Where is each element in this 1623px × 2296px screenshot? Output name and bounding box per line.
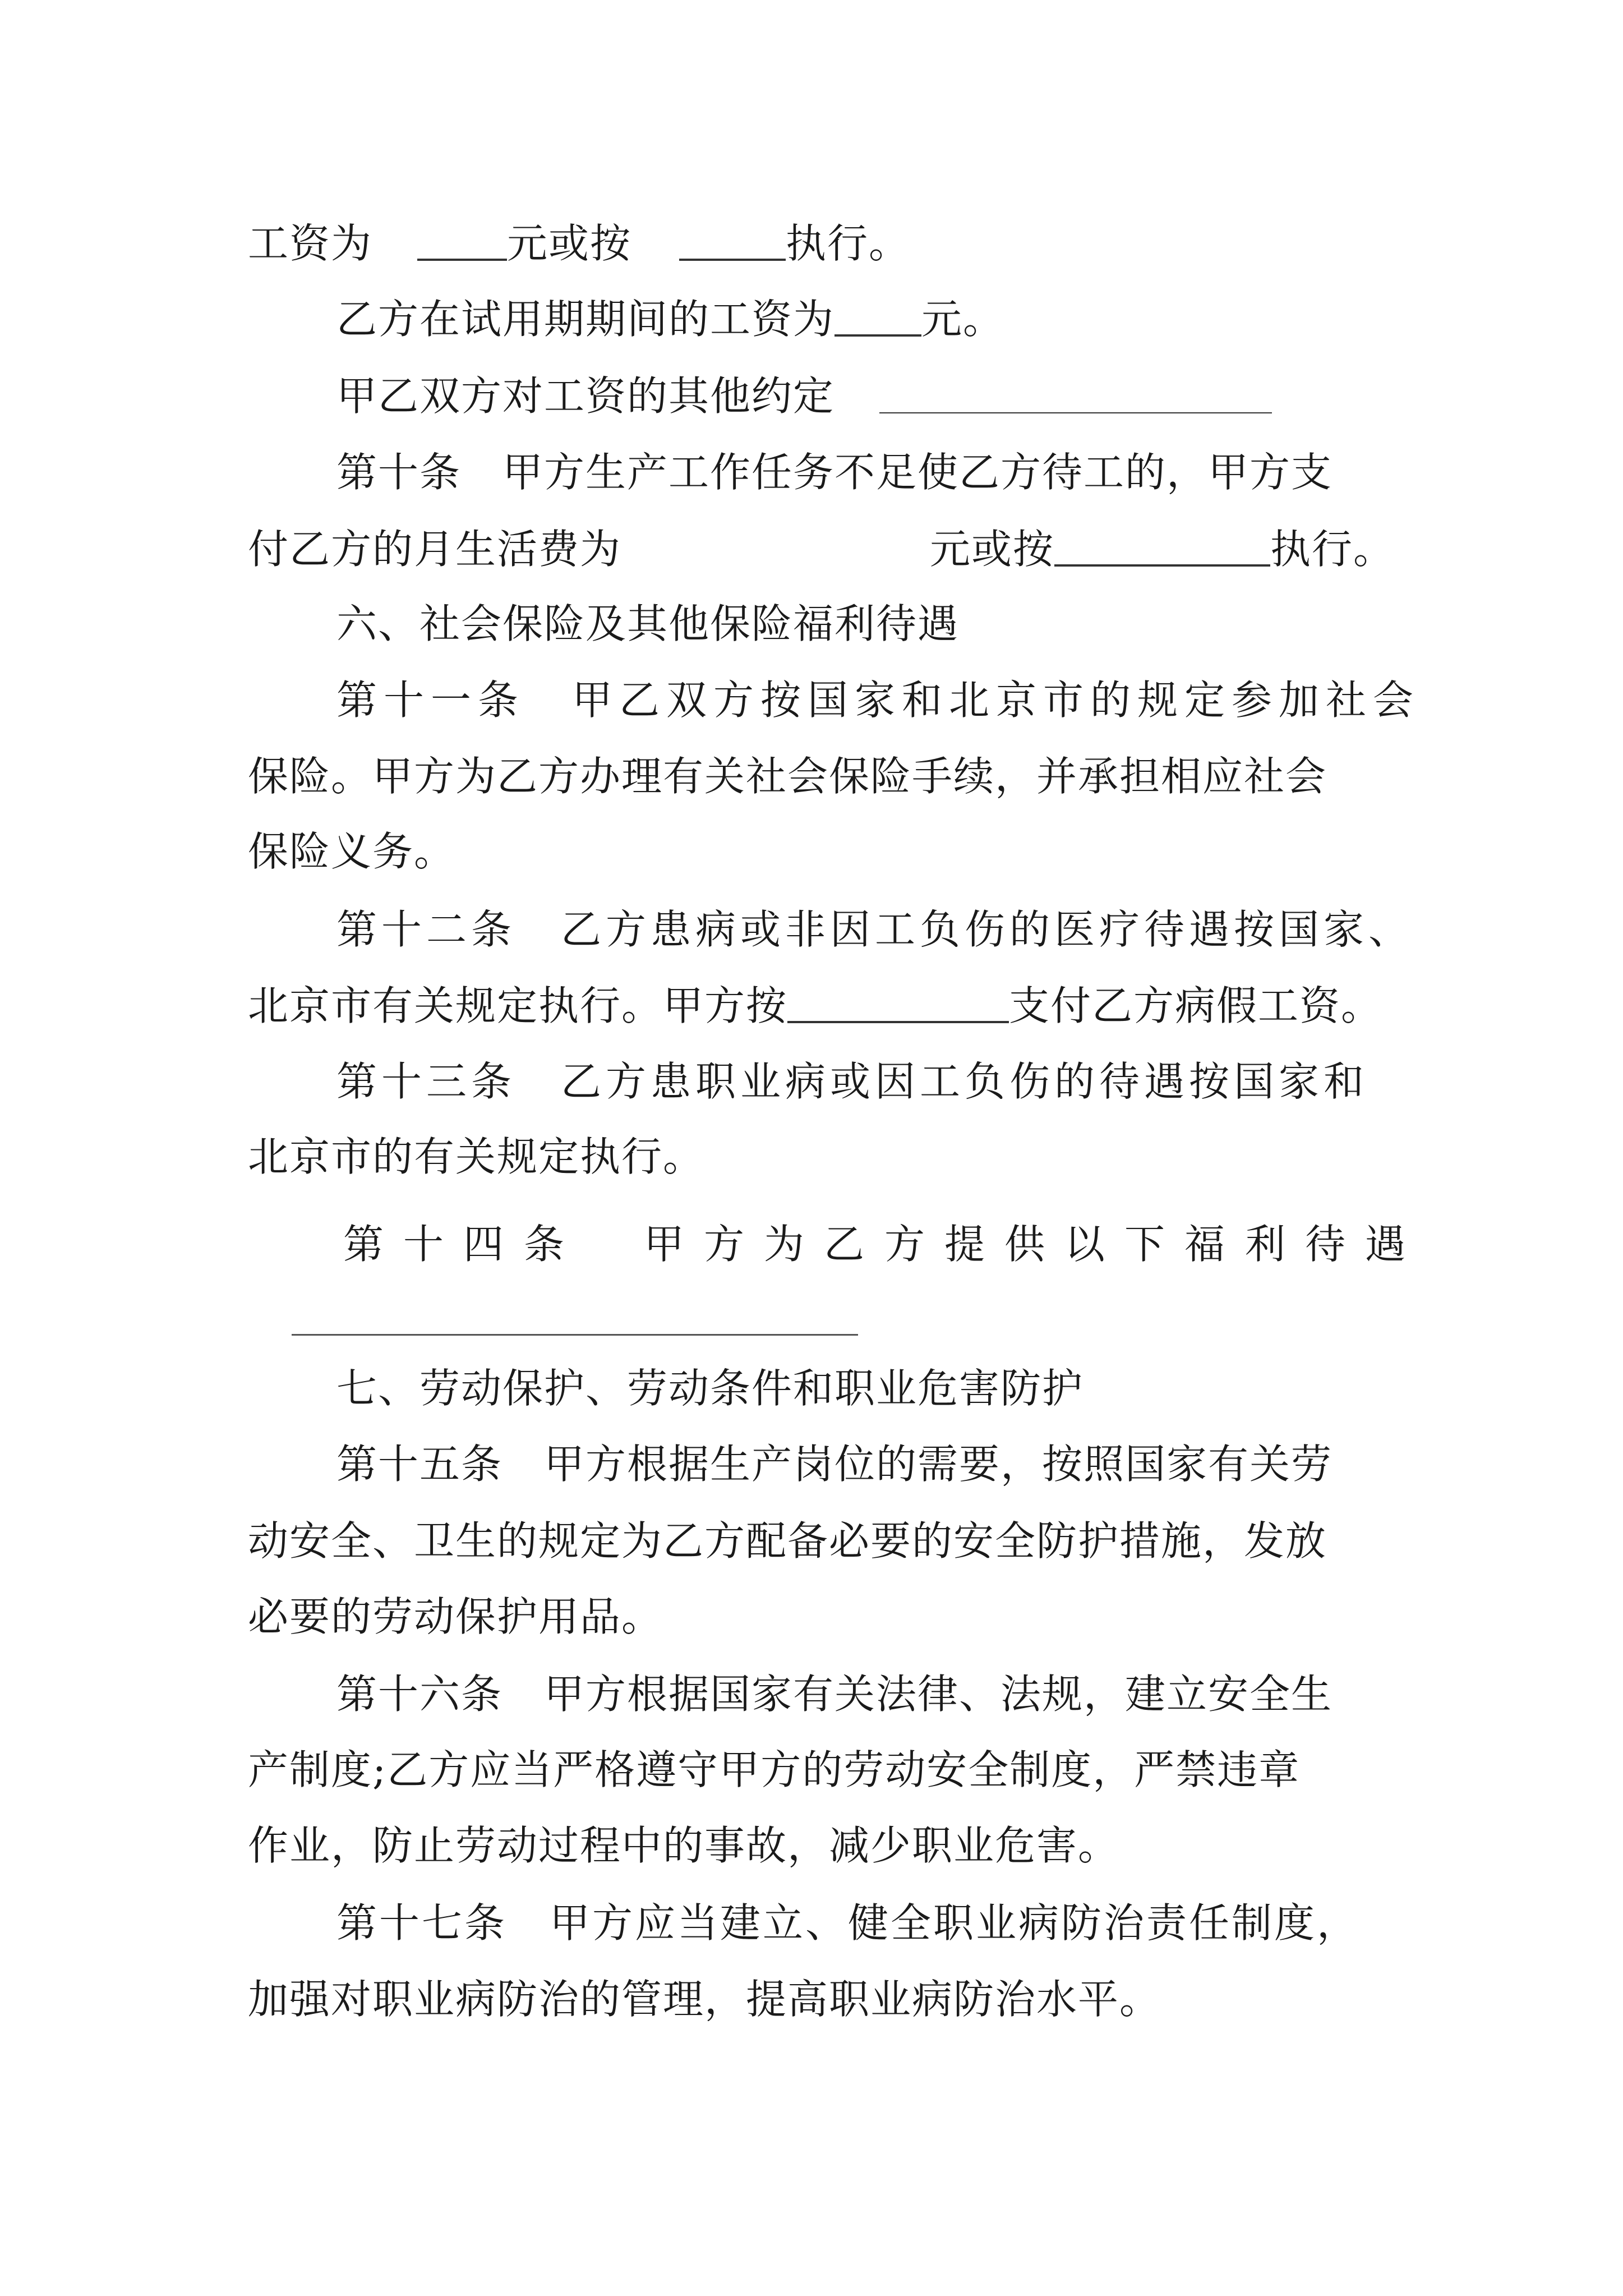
article-17-line-1: 第十七条 甲方应当建立、健全职业病防治责任制度， <box>336 1899 1360 1947</box>
article-14-char: 第 <box>343 1221 384 1268</box>
fill-blank <box>679 218 786 261</box>
fill-blank <box>417 218 507 261</box>
article-13-line-2: 北京市的有关规定执行。 <box>248 1133 705 1180</box>
text-segment: 执行。 <box>786 220 911 267</box>
article-10-line-1: 第十条 甲方生产工作任务不足使乙方待工的，甲方支 <box>336 449 1333 496</box>
article-14-fill-line <box>292 1334 858 1336</box>
text-segment: 付乙方的月生活费为 <box>248 526 622 573</box>
article-14-char: 乙 <box>824 1221 865 1268</box>
text-segment: 元或按 <box>507 220 632 267</box>
article-14-char: 利 <box>1245 1221 1286 1268</box>
article-10-line-2 <box>248 521 1395 577</box>
article-14-char: 方 <box>884 1221 925 1268</box>
article-16-line-2: 产制度;乙方应当严格遵守甲方的劳动安全制度，严禁违章 <box>248 1746 1301 1793</box>
article-14-char: 十 <box>403 1221 444 1268</box>
paragraph-wage-line <box>248 215 910 271</box>
article-11-line-3: 保险义务。 <box>248 828 456 875</box>
text-segment: 甲乙双方对工资的其他约定 <box>336 372 835 420</box>
paragraph-probation-wage <box>336 291 1004 347</box>
article-14-char: 方 <box>704 1221 745 1268</box>
article-11-line-2: 保险。甲方为乙方办理有关社会保险手续，并承担相应社会 <box>248 753 1327 800</box>
article-14-char: 提 <box>944 1221 985 1268</box>
article-11-line-1: 第十一条 甲乙双方按国家和北京市的规定参加社会 <box>336 677 1421 724</box>
article-14-char: 遇 <box>1365 1221 1406 1268</box>
article-15-line-1: 第十五条 甲方根据生产岗位的需要，按照国家有关劳 <box>336 1441 1333 1488</box>
section-heading-social-insurance: 六、社会保险及其他保险福利待遇 <box>336 600 960 647</box>
text-segment: 执行。 <box>1270 526 1395 573</box>
text-segment: 北京市有关规定执行。甲方按 <box>248 982 788 1029</box>
article-14-char: 下 <box>1124 1221 1165 1268</box>
text-segment: 元。 <box>921 296 1005 343</box>
article-14-char: 待 <box>1305 1221 1346 1268</box>
text-segment: 乙方在试用期期间的工资为 <box>336 296 835 343</box>
article-15-line-2: 动安全、卫生的规定为乙方配备必要的安全防护措施，发放 <box>248 1517 1327 1565</box>
fill-blank <box>1054 524 1270 567</box>
text-segment: 支付乙方病假工资。 <box>1009 982 1383 1029</box>
article-14-char: 甲 <box>644 1221 685 1268</box>
article-14-char: 福 <box>1184 1221 1225 1268</box>
article-14-char: 供 <box>1004 1221 1045 1268</box>
article-14-char: 四 <box>463 1221 504 1268</box>
article-14-char: 以 <box>1064 1221 1105 1268</box>
article-13-line-1: 第十三条 乙方患职业病或因工负伤的待遇按国家和 <box>336 1058 1369 1105</box>
article-17-line-2: 加强对职业病防治的管理，提高职业病防治水平。 <box>248 1976 1161 2023</box>
text-segment: 工资为 <box>248 220 373 267</box>
fill-blank <box>787 981 1009 1023</box>
article-12-line-1: 第十二条 乙方患病或非因工负伤的医疗待遇按国家、 <box>336 906 1414 953</box>
article-16-line-1: 第十六条 甲方根据国家有关法律、法规，建立安全生 <box>336 1671 1333 1718</box>
fill-blank <box>834 294 921 337</box>
article-15-line-3: 必要的劳动保护用品。 <box>248 1593 663 1640</box>
article-14-char: 为 <box>764 1221 805 1268</box>
fill-blank <box>879 372 1272 413</box>
section-heading-labor-protection: 七、劳动保护、劳动条件和职业危害防护 <box>336 1365 1084 1412</box>
article-14-char: 条 <box>524 1221 565 1268</box>
text-segment: 元或按 <box>930 526 1055 573</box>
article-12-line-2 <box>248 977 1382 1033</box>
article-16-line-3: 作业，防止劳动过程中的事故，减少职业危害。 <box>248 1822 1120 1869</box>
paragraph-other-wage-agreement <box>336 368 1272 424</box>
